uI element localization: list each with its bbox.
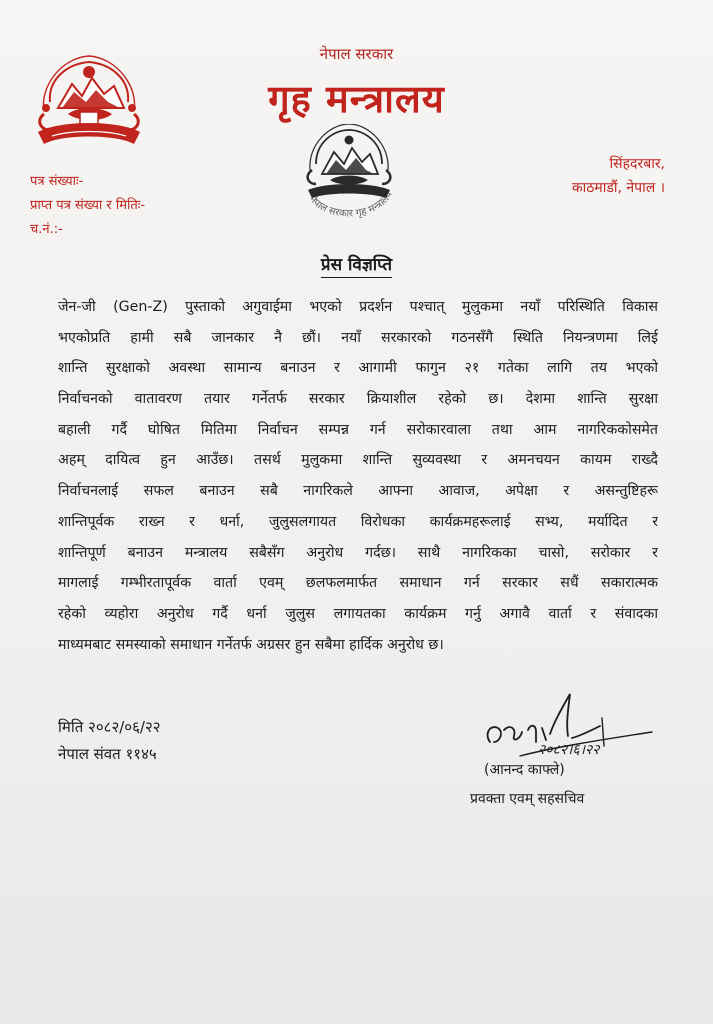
body-line: बहाली गर्दै घोषित मितिमा निर्वाचन सम्पन्न गर्न सरोकारवाला तथा आम नागरिककोसमेत [58, 421, 658, 438]
body-line: अहम् दायित्व हुन आउँछ। तसर्थ मुलुकमा शान्ति सुव्यवस्था र अमनचयन कायम राख्दै [58, 452, 658, 469]
body-line: शान्तिपूर्वक राख्न र धर्ना, जुलुसलगायत विरोधका कार्यक्रमहरूलाई सभ्य, मर्यादित र [58, 513, 658, 530]
signatory-title: प्रवक्ता एवम् सहसचिव [470, 791, 585, 807]
heading-text: प्रेस विज्ञप्ति [321, 255, 392, 278]
press-release-heading [0, 252, 713, 275]
letter-meta [30, 170, 145, 242]
ministry-seal-stamp-icon [300, 124, 398, 228]
body-line: निर्वाचनलाई सफल बनाउन सबै नागरिकले आफ्ना आवाज, अपेक्षा र असन्तुष्टिहरू [58, 483, 658, 500]
body-line: माध्यमबाट समस्याको समाधान गर्नेतर्फ अग्रसर हुन सबैमा हार्दिक अनुरोध छ। [58, 636, 444, 653]
address-line-2: काठमाडौं, नेपाल । [571, 180, 665, 196]
signature-date: २०८२।६।२२ [538, 742, 600, 758]
date-block [58, 714, 161, 768]
samvat-line: नेपाल संवत ११४५ [58, 745, 157, 763]
government-line: नेपाल सरकार [319, 45, 394, 63]
dispatch-number-label: च.नं.:- [30, 222, 63, 237]
date-line: मिति २०८२/०६/२२ [58, 718, 161, 736]
body-line: शान्ति सुरक्षाको अवस्था सामान्य बनाउन र आगामी फागुन २१ गतेका लागि तय भएको [58, 360, 658, 377]
body-line: निर्वाचनको वातावरण तयार गर्नेतर्फ सरकार क्रियाशील रहेको छ। देशमा शान्ति सुरक्षा [58, 391, 658, 408]
signatory-name: (आनन्द काफ्ले) [484, 762, 565, 778]
received-letter-label: प्राप्त पत्र संख्या र मितिः- [30, 198, 146, 213]
body-line: जेन-जी (Gen-Z) पुस्ताको अगुवाईमा भएको प्रदर्शन पश्चात् मुलुकमा नयाँ परिस्थिति विकास [58, 299, 658, 315]
address-line-1: सिंहदरबार, [609, 156, 665, 172]
body-paragraph [58, 292, 658, 660]
handwritten-signature-icon [480, 684, 660, 764]
ministry-title: गृह मन्त्रालय [268, 77, 445, 121]
body-line: शान्तिपूर्ण बनाउन मन्त्रालय सबैसँग अनुरोध गर्दछ। साथै नागरिकका चासो, सरोकार र [58, 544, 658, 561]
body-line: रहेको व्यहोरा अनुरोध गर्दै धर्ना जुलुस लगायतका कार्यक्रम गर्नु अगावै वार्ता र संवादका [58, 605, 658, 622]
body-line: मागलाई गम्भीरतापूर्वक वार्ता एवम् छलफलमार्फत समाधान गर्न सरकार सधैं सकारात्मक [58, 575, 658, 592]
letter-number-label: पत्र संख्याः- [30, 174, 84, 189]
body-line: भएकोप्रति हामी सबै जानकार नै छौं। नयाँ सरकारको गठनसँगै स्थिति नियन्त्रणमा लिई [58, 329, 658, 346]
seal-text: नेपाल सरकार गृह मन्त्रालय [306, 189, 395, 220]
address-block [572, 152, 665, 200]
